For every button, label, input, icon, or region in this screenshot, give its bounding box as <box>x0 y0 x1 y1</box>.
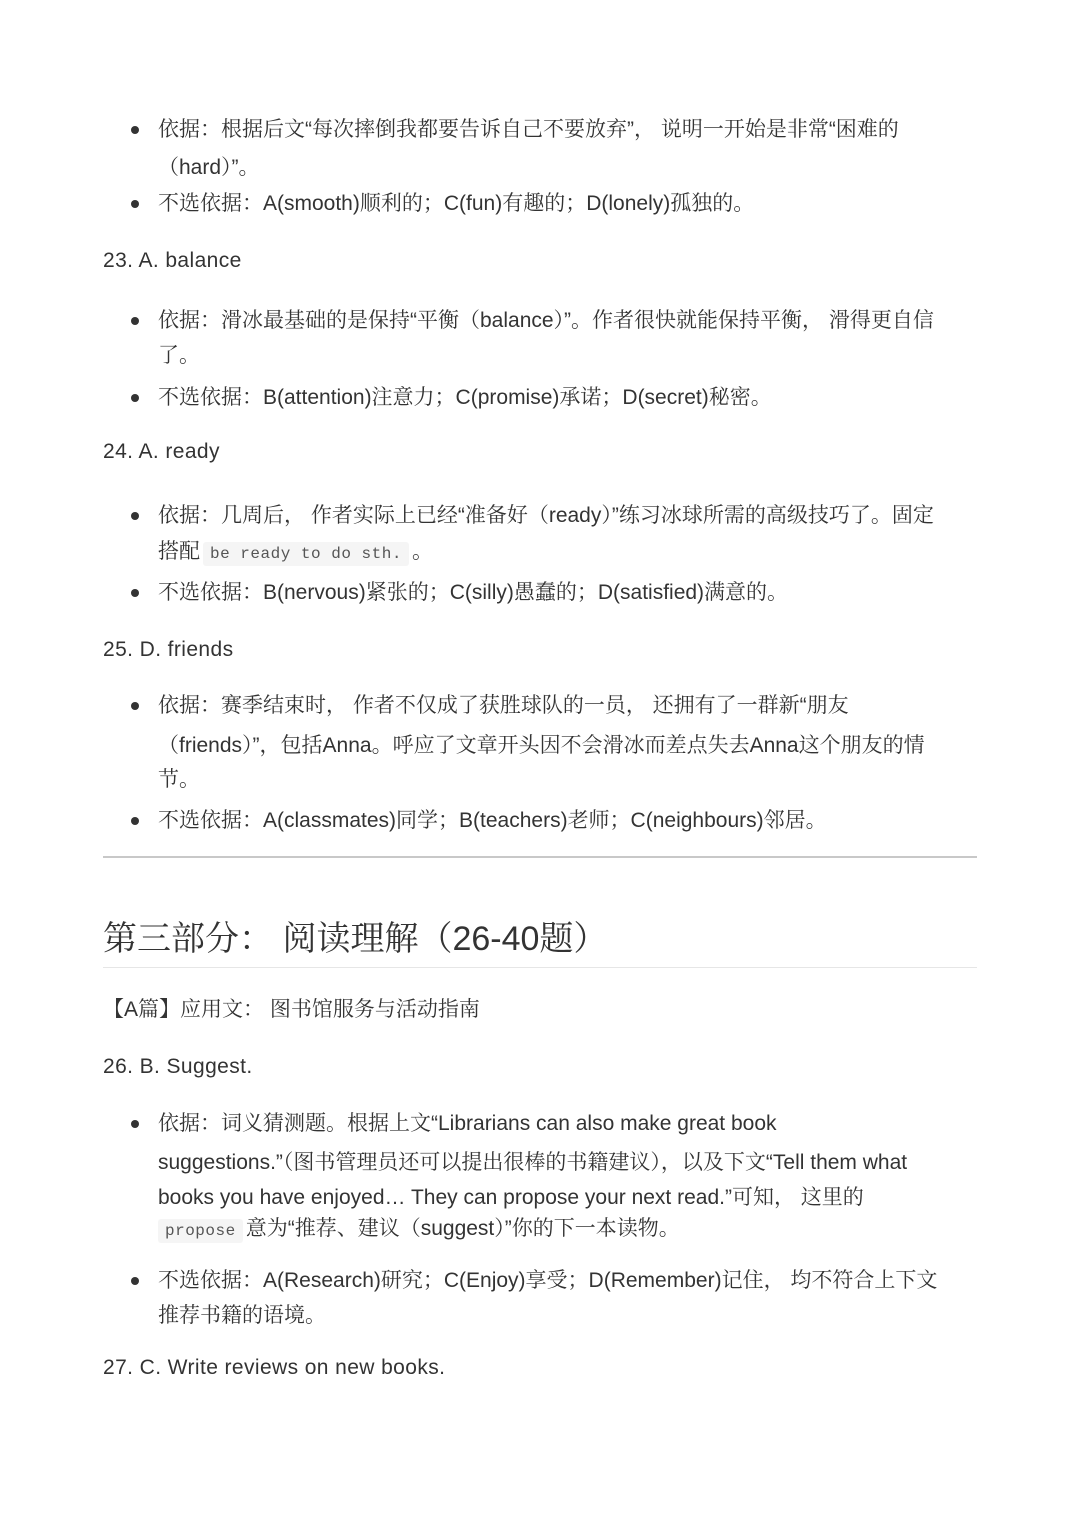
bullet-dot <box>131 1120 139 1128</box>
bullet-dot <box>131 317 139 325</box>
q23-answer: 23. A. balance <box>103 249 242 272</box>
q26-not-chosen-line: 推荐书籍的语境。 <box>158 1304 326 1327</box>
q26-code-word: propose <box>158 1219 243 1243</box>
q25-not-chosen: 不选依据：A(classmates)同学；B(teachers)老师；C(neighbours)邻居。 <box>158 809 827 832</box>
q24-code-phrase: be ready to do sth. <box>203 542 409 566</box>
q24-basis-end: 。 <box>411 540 433 563</box>
q24-basis-text: 搭配 <box>158 540 200 563</box>
q25-answer: 25. D. friends <box>103 638 234 661</box>
q25-basis-line: （friends）”，包括Anna。呼应了文章开头因不会滑冰而差点失去Anna这个朋友的情 <box>158 734 925 757</box>
bullet-dot <box>131 512 139 520</box>
q22-not-chosen: 不选依据：A(smooth)顺利的；C(fun)有趣的；D(lonely)孤独的。 <box>158 192 755 215</box>
bullet-dot <box>131 200 139 208</box>
q26-basis-end: 意为“推荐、建议（suggest）”你的下一本读物。 <box>245 1217 680 1240</box>
q26-answer: 26. B. Suggest. <box>103 1055 253 1078</box>
q23-basis-line: 了。 <box>158 344 200 367</box>
q25-basis-line: 节。 <box>158 768 200 791</box>
q25-basis-line: 依据：赛季结束时， 作者不仅成了获胜球队的一员， 还拥有了一群新“朋友 <box>158 694 849 717</box>
q24-answer: 24. A. ready <box>103 440 220 463</box>
q22-basis-line: 依据：根据后文“每次摔倒我都要告诉自己不要放弃”， 说明一开始是非常“困难的 <box>158 118 899 141</box>
q26-basis-line: suggestions.”（图书管理员还可以提出很棒的书籍建议），以及下文“Tell them what <box>158 1151 908 1174</box>
section-title-rule <box>103 967 977 968</box>
section-title: 第三部分： 阅读理解（26-40题） <box>103 920 608 958</box>
q26-basis-line <box>158 1214 680 1246</box>
q23-not-chosen: 不选依据：B(attention)注意力；C(promise)承诺；D(secret)秘密。 <box>158 386 772 409</box>
bullet-dot <box>131 702 139 710</box>
q24-basis-line: 依据：几周后， 作者实际上已经“准备好（ready）”练习冰球所需的高级技巧了。固定 <box>158 504 934 527</box>
q26-basis-line: books you have enjoyed… They can propose your next read.”可知， 这里的 <box>158 1186 864 1209</box>
section-divider <box>103 856 977 858</box>
bullet-dot <box>131 817 139 825</box>
q26-basis-line: 依据：词义猜测题。根据上文“Librarians can also make great book <box>158 1112 777 1135</box>
q23-basis-line: 依据：滑冰最基础的是保持“平衡（balance）”。作者很快就能保持平衡， 滑得更自信 <box>158 309 934 332</box>
passage-label: 【A篇】应用文： 图书馆服务与活动指南 <box>103 998 480 1021</box>
bullet-dot <box>131 394 139 402</box>
q24-not-chosen: 不选依据：B(nervous)紧张的；C(silly)愚蠢的；D(satisfied)满意的。 <box>158 581 789 604</box>
q22-basis-line: （hard）”。 <box>158 156 260 179</box>
bullet-dot <box>131 126 139 134</box>
q27-answer: 27. C. Write reviews on new books. <box>103 1356 446 1379</box>
q24-basis-line <box>158 537 433 569</box>
bullet-dot <box>131 589 139 597</box>
bullet-dot <box>131 1277 139 1285</box>
q26-not-chosen-line: 不选依据：A(Research)研究；C(Enjoy)享受；D(Remember)记住， 均不符合上下文 <box>158 1269 938 1292</box>
